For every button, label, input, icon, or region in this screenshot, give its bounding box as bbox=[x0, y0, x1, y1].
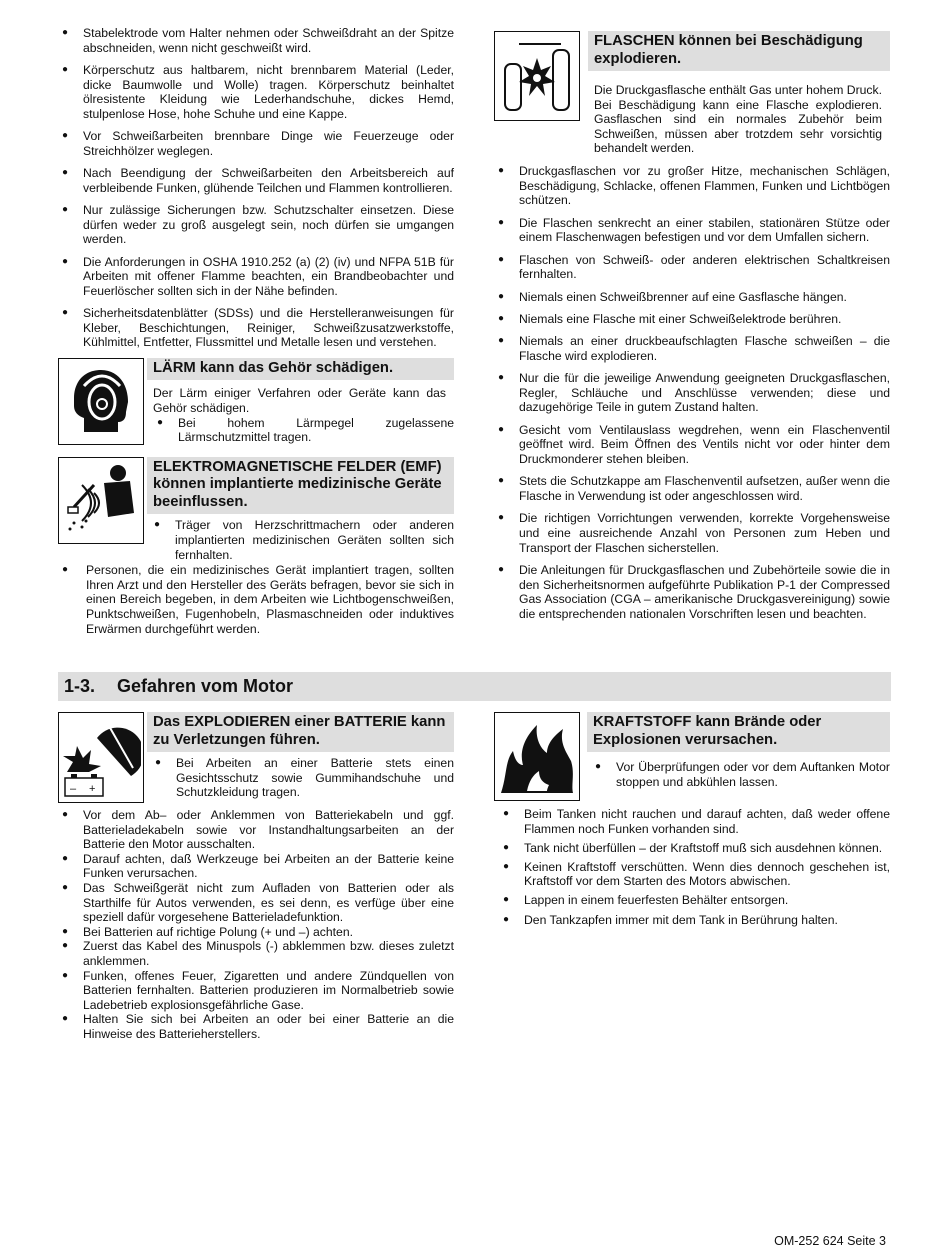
left-column bbox=[58, 26, 454, 644]
list-item: ● Vor Schweißarbeiten brennbare Dinge wie Feuerzeuge oder Streichhölzer weglegen. bbox=[58, 129, 454, 158]
exploding-cylinder-icon bbox=[494, 31, 580, 121]
list-item: ● Tank nicht überfüllen – der Kraftstoff muß sich ausdehnen können. bbox=[499, 841, 890, 856]
battery-minus-label: – bbox=[70, 782, 77, 795]
page-footer: OM-252 624 Seite 3 bbox=[774, 1234, 886, 1248]
hearing-protection-icon bbox=[58, 358, 144, 445]
fuel-inner-bullets bbox=[580, 760, 890, 789]
list-item: ● Nur die für die jeweilige Anwendung geeigneten Druckgasflaschen, Regler, Schläuche und Anschlüsse verwenden; diese und dazugehörige Teile in gutem Zustand halten. bbox=[494, 371, 890, 415]
battery-hazard-title: Das EXPLODIEREN einer BATTERIE kann zu Verletzungen führen. bbox=[147, 712, 454, 752]
battery-inner-bullets bbox=[144, 756, 454, 800]
list-item: ● Vor dem Ab– oder Anklemmen von Batteriekabeln und ggf. Batterieladekabeln sowie vor Instandhaltungsarbeiten an der Batterie den Motor ausschalten. bbox=[58, 808, 454, 852]
section-number: 1-3. bbox=[64, 676, 96, 696]
list-item: ● Personen, die ein medizinisches Gerät implantiert tragen, sollten Ihren Arzt und den Hersteller des Geräts befragen, bevor sie sich in einen Bereich begeben, in dem Arbeiten wie Lichtbogenschweißen, Punktschweißen, Fugenhobeln, Plasmaschneiden oder induktives Erwärmen durchgeführt werden. bbox=[58, 563, 454, 636]
list-item: ● Nach Beendigung der Schweißarbeiten den Arbeitsbereich auf verbleibende Funken, glühende Teilchen und Flammen kontrollieren. bbox=[58, 166, 454, 195]
fuel-hazard-title: KRAFTSTOFF kann Brände oder Explosionen verursachen. bbox=[587, 712, 890, 752]
list-item: ● Die Flaschen senkrecht an einer stabilen, stationären Stütze oder einem Flaschenwagen befestigen und vor dem Umfallen sichern. bbox=[494, 216, 890, 245]
emf-outer-bullets bbox=[58, 563, 454, 636]
emf-hazard-title: ELEKTROMAGNETISCHE FELDER (EMF) können implantierte medizinische Geräte beeinflussen. bbox=[147, 457, 454, 515]
list-item: ● Gesicht vom Ventilauslass wegdrehen, wenn ein Flaschenventil geöffnet wird. Beim Öffnen des Ventils nicht vor oder hinter dem Druckmonderer stehen bleiben. bbox=[494, 423, 890, 467]
list-item: ● Bei Batterien auf richtige Polung (+ und –) achten. bbox=[58, 925, 454, 940]
list-item: ● Körperschutz aus haltbarem, nicht brennbarem Material (Leder, dicke Baumwolle und Wolle) tragen. Körperschutz beinhaltet ölresistente Kleidung wie Lederhandschuhe, dickes Hemd, stulpenlose Hose, hohe Schuhe und eine Kappe. bbox=[58, 63, 454, 121]
list-item: ● Druckgasflaschen vor zu großer Hitze, mechanischen Schlägen, Beschädigung, Schlacke, offenen Flammen, Funken und Lichtbögen schützen. bbox=[494, 164, 890, 208]
fuel-hazard-block bbox=[494, 712, 890, 801]
list-item: ● Niemals einen Schweißbrenner auf eine Gasflasche hängen. bbox=[494, 290, 890, 305]
battery-plus-label: + bbox=[89, 782, 96, 795]
noise-hazard-title: LÄRM kann das Gehör schädigen. bbox=[147, 358, 454, 381]
list-item: ● Lappen in einem feuerfesten Behälter entsorgen. bbox=[499, 893, 890, 908]
cylinder-hazard-title: FLASCHEN können bei Beschädigung explodieren. bbox=[588, 31, 890, 71]
right-column bbox=[494, 31, 890, 629]
noise-hazard-block bbox=[58, 358, 454, 445]
list-item: ● Die richtigen Vorrichtungen verwenden, korrekte Vorgehensweise und eine ausreichende Anzahl von Personen zum Heben und Transport der Flaschen sicherstellen. bbox=[494, 511, 890, 555]
list-item: ● Beim Tanken nicht rauchen und darauf achten, daß weder offene Flammen noch Funken vorhanden sind. bbox=[499, 807, 890, 836]
list-item: ● Keinen Kraftstoff verschütten. Wenn dies dennoch geschehen ist, Kraftstoff vor dem Starten des Motors abwischen. bbox=[499, 860, 890, 889]
list-item: ● Bei Arbeiten an einer Batterie stets einen Gesichtsschutz sowie Gummihandschuhe und Schutzkleidung tragen. bbox=[151, 756, 454, 800]
noise-hazard-text: Der Lärm einiger Verfahren oder Geräte kann das Gehör schädigen. bbox=[153, 386, 446, 415]
list-item: ● Niemals an einer druckbeaufschlagten Flasche schweißen – die Flasche wird explodieren. bbox=[494, 334, 890, 363]
list-item: ● Nur zulässige Sicherungen bzw. Schutzschalter einsetzen. Diese dürfen weder zu groß ausgelegt sein, noch dürfen sie umgangen werden. bbox=[58, 203, 454, 247]
battery-column bbox=[58, 712, 454, 1042]
list-item: ● Niemals eine Flasche mit einer Schweißelektrode berühren. bbox=[494, 312, 890, 327]
emf-hazard-block bbox=[58, 457, 454, 562]
list-item: ● Vor Überprüfungen oder vor dem Auftanken Motor stoppen und abkühlen lassen. bbox=[591, 760, 890, 789]
list-item: ● Bei hohem Lärmpegel zugelassene Lärmschutzmittel tragen. bbox=[153, 416, 454, 445]
list-item: ● Die Anleitungen für Druckgasflaschen und Zubehörteile sowie die in den Sicherheitsnormen aufgeführte Publikation P-1 der Compressed Gas Association (CGA – amerikanische Druckgasvereinigung) sowie die entsprechenden nationalen Vorschriften lesen und beachten. bbox=[494, 563, 890, 621]
cylinder-hazard-text: Die Druckgasflasche enthält Gas unter hohem Druck. Bei Beschädigung kann eine Flasche explodieren. Gasflaschen sind ein normales Zubehör beim Schweißen, müssen aber trotzdem sehr vorsichtig behandelt werden. bbox=[594, 83, 882, 156]
fuel-column bbox=[494, 712, 890, 932]
list-item: ● Stets die Schutzkappe am Flaschenventil aufsetzen, außer wenn die Flasche in Verwendung ist oder angeschlossen wird. bbox=[494, 474, 890, 503]
fire-safety-bullets bbox=[58, 26, 454, 350]
list-item: ● Das Schweißgerät nicht zum Aufladen von Batterien oder als Starthilfe für Autos verwenden, es sei denn, es verfüge über eine speziell dafür vorgesehene Batterieladefunktion. bbox=[58, 881, 454, 925]
list-item: ● Zuerst das Kabel des Minuspols (-) abklemmen bzw. dieses zuletzt anklemmen. bbox=[58, 939, 454, 968]
emf-inner-bullets bbox=[144, 518, 454, 562]
list-item: ● Träger von Herzschrittmachern oder anderen implantierten medizinischen Geräten sollten sich fernhalten. bbox=[150, 518, 454, 562]
battery-hazard-block bbox=[58, 712, 454, 803]
list-item: ● Darauf achten, daß Werkzeuge bei Arbeiten an der Batterie keine Funken verursachen. bbox=[58, 852, 454, 881]
list-item: ● Flaschen von Schweiß- oder anderen elektrischen Schaltkreisen fernhalten. bbox=[494, 253, 890, 282]
list-item: ● Halten Sie sich bei Arbeiten an oder bei einer Batterie an die Hinweise des Batterieherstellers. bbox=[58, 1012, 454, 1041]
list-item: ● Funken, offenes Feuer, Zigaretten und andere Zündquellen von Batterien fernhalten. Batterien produzieren im Normalbetrieb sowie Ladebetrieb explosionsgefährliche Gase. bbox=[58, 969, 454, 1013]
fuel-outer-bullets bbox=[494, 807, 890, 927]
section-title: Gefahren vom Motor bbox=[117, 676, 294, 696]
flames-icon bbox=[494, 712, 580, 801]
list-item: ● Den Tankzapfen immer mit dem Tank in Berührung halten. bbox=[499, 913, 890, 928]
cylinder-bullets bbox=[494, 164, 890, 621]
battery-outer-bullets bbox=[58, 808, 454, 1042]
battery-explosion-icon bbox=[58, 712, 144, 803]
cylinder-hazard-block bbox=[494, 31, 890, 156]
list-item: ● Sicherheitsdatenblätter (SDSs) und die Herstelleranweisungen für Kleber, Beschichtungen, Reiniger, Schweißzusatzwerkstoffe, Kühlmittel, Entfetter, Flussmittel und Metalle lesen und verstehen. bbox=[58, 306, 454, 350]
emf-pacemaker-icon bbox=[58, 457, 144, 544]
list-item: ● Stabelektrode vom Halter nehmen oder Schweißdraht an der Spitze abschneiden, wenn nicht geschweißt wird. bbox=[58, 26, 454, 55]
noise-bullets bbox=[144, 416, 454, 445]
section-heading bbox=[58, 672, 891, 701]
list-item: ● Die Anforderungen in OSHA 1910.252 (a) (2) (iv) und NFPA 51B für Arbeiten mit offener Flamme beachten, ein Brandbeobachter und Feuerlöscher sollten sich in der Nähe befinden. bbox=[58, 255, 454, 299]
